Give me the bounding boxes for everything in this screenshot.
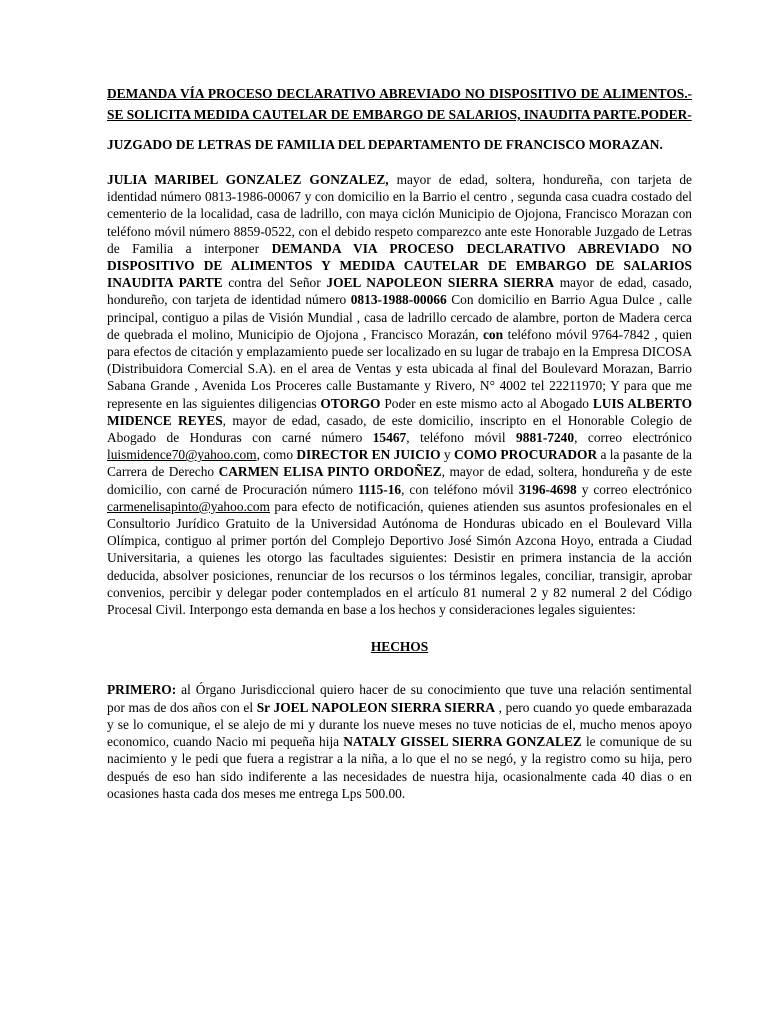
lawyer-phone: 9881-7240 [516,430,575,446]
director-role: DIRECTOR EN JUICIO [296,447,441,463]
otorgo-word: OTORGO [320,395,381,411]
body-text: teléfono móvil 9764-7842 , quien para efectos de citación y emplazamiento puede ser localizado en su lugar de trabajo en la Empresa DICOSA (Distribuidora Comercial S.A). en el area de Ventas y esta ubicada al final del Boulevard Morazan, Barrio Sabana Grande , Avenida Los Proceres calle Bustamante y Rivero, N° 4002 tel 22211970; Y para que me represente en las siguientes diligencias [107,326,692,411]
document-title: DEMANDA VÍA PROCESO DECLARATIVO ABREVIADO NO DISPOSITIVO DE ALIMENTOS.-SE SOLICITA MEDIDA CAUTELAR DE EMBARGO DE SALARIOS, INAUDITA PARTE.PODER- [107,86,692,122]
body-text: , correo electrónico [574,430,693,446]
primero-label: PRIMERO: [107,682,177,698]
body-bold-word: con [482,326,504,342]
lawyer-email-link[interactable]: luismidence70@yahoo.com [107,447,257,463]
daughter-name: NATALY GISSEL SIERRA GONZALEZ [343,734,582,750]
body-text: contra del Señor [222,275,327,291]
defendant-name: JOEL NAPOLEON SIERRA SIERRA [326,275,555,291]
intern-email-link[interactable]: carmenelisapinto@yahoo.com [107,498,270,514]
body-text: al Órgano Jurisdiccional quiero hacer de su conocimiento que tuve una relación sentimental por mas de dos años con el [107,682,692,715]
body-text: mayor de edad, soltera, hondureña, con tarjeta de identidad número 0813-1986-00067 y con domicilio en la Barrio el centro , segunda casa cuadra costado del cementerio de la localidad, casa de ladrillo, con maya ciclón Municipio de Ojojona, Francisco Morazan con teléfono móvil número 8859-0522, con el debido respeto comparezco ante este Honorable Juzgado de Letras de Familia a interponer [107,172,692,256]
body-text: , mayor de edad, soltera, hondureña y de este domicilio, con carné de Procuración número [107,464,692,497]
body-text: , teléfono móvil [406,430,517,446]
body-paragraph [107,171,692,618]
body-text: , con teléfono móvil [401,481,519,497]
intern-card-number: 1115-16 [357,481,402,497]
body-text: a la pasante de la Carrera de Derecho [107,447,692,480]
body-text: le comunique de su nacimiento y le pedi que fuera a registrar a la niña, a lo que el no se negó, y la registro como su hija, pero después de eso han sido indiferente a las necesidades de nuestra hija, ocasionalmente cada 40 dias o en ocasiones hasta cada dos meses me entrega Lps 500.00. [107,734,692,801]
body-text: mayor de edad, casado, hondureño, con tarjeta de identidad número [107,275,692,308]
lawyer-card-number: 15467 [372,430,407,446]
body-text: Poder en este mismo acto al Abogado [380,395,593,411]
document-content [107,83,692,802]
hechos-heading: HECHOS [370,639,429,655]
body-text: , mayor de edad, casado, de este domicilio, inscripto en el Honorable Colegio de Abogado de Honduras con carné número [107,412,692,446]
defendant-id: 0813-1988-00066 [350,292,447,308]
body-text: y correo electrónico [576,481,692,497]
body-text: y [440,447,454,463]
body-text: para efecto de notificación, quienes atienden sus asuntos profesionales en el Consultorio Jurídico Gratuito de la Universidad Autónoma de Honduras ubicado en el Boulevard Villa Olímpica, contiguo al primer portón del Complejo Deportivo José Simón Azcona Hoyo, entrada a Ciudad Universitaria, a quienes les otorgo las facultades siguientes: Desistir en primera instancia de la acción deducida, absolver posiciones, renunciar de los recursos o los términos legales, conciliar, transigir, aprobar convenios, percibir y delegar poder contemplados en el artículo 81 numeral 2 y 82 numeral 2 del Código Procesal Civil. Interpongo esta demanda en base a los hechos y consideraciones legales siguientes: [107,498,692,618]
lawyer-name: LUIS ALBERTO MIDENCE REYES [107,395,692,428]
procurador-role: COMO PROCURADOR [453,447,598,463]
intern-name: CARMEN ELISA PINTO ORDOÑEZ [218,464,442,480]
court-heading: JUZGADO DE LETRAS DE FAMILIA DEL DEPARTAMENTO DE FRANCISCO MORAZAN. [107,137,663,152]
demand-type: DEMANDA VIA PROCESO DECLARATIVO ABREVIADO NO DISPOSITIVO DE ALIMENTOS Y MEDIDA CAUTELAR DE EMBARGO DE SALARIOS INAUDITA PARTE [107,240,692,291]
defendant-name: Sr JOEL NAPOLEON SIERRA SIERRA [256,699,496,715]
body-text: , pero cuando yo quede embarazada y se lo comunique, el se alejo de mi y durante los nueve meses no tuve noticias de el, mucho menos apoyo economico, cuando Nacio mi pequeña hija [107,699,692,750]
plaintiff-name: JULIA MARIBEL GONZALEZ GONZALEZ, [107,172,389,187]
body-text: , como [256,447,297,463]
intern-phone: 3196-4698 [518,481,577,497]
primero-paragraph [107,681,692,801]
body-text: Con domicilio en Barrio Agua Dulce , calle principal, contiguo a pilas de Visión Mundial , casa de ladrillo cercado de alambre, porton de Madera cerca de quebrada el molino, Municipio de Ojojona , Francisco Morazán, [107,292,692,342]
